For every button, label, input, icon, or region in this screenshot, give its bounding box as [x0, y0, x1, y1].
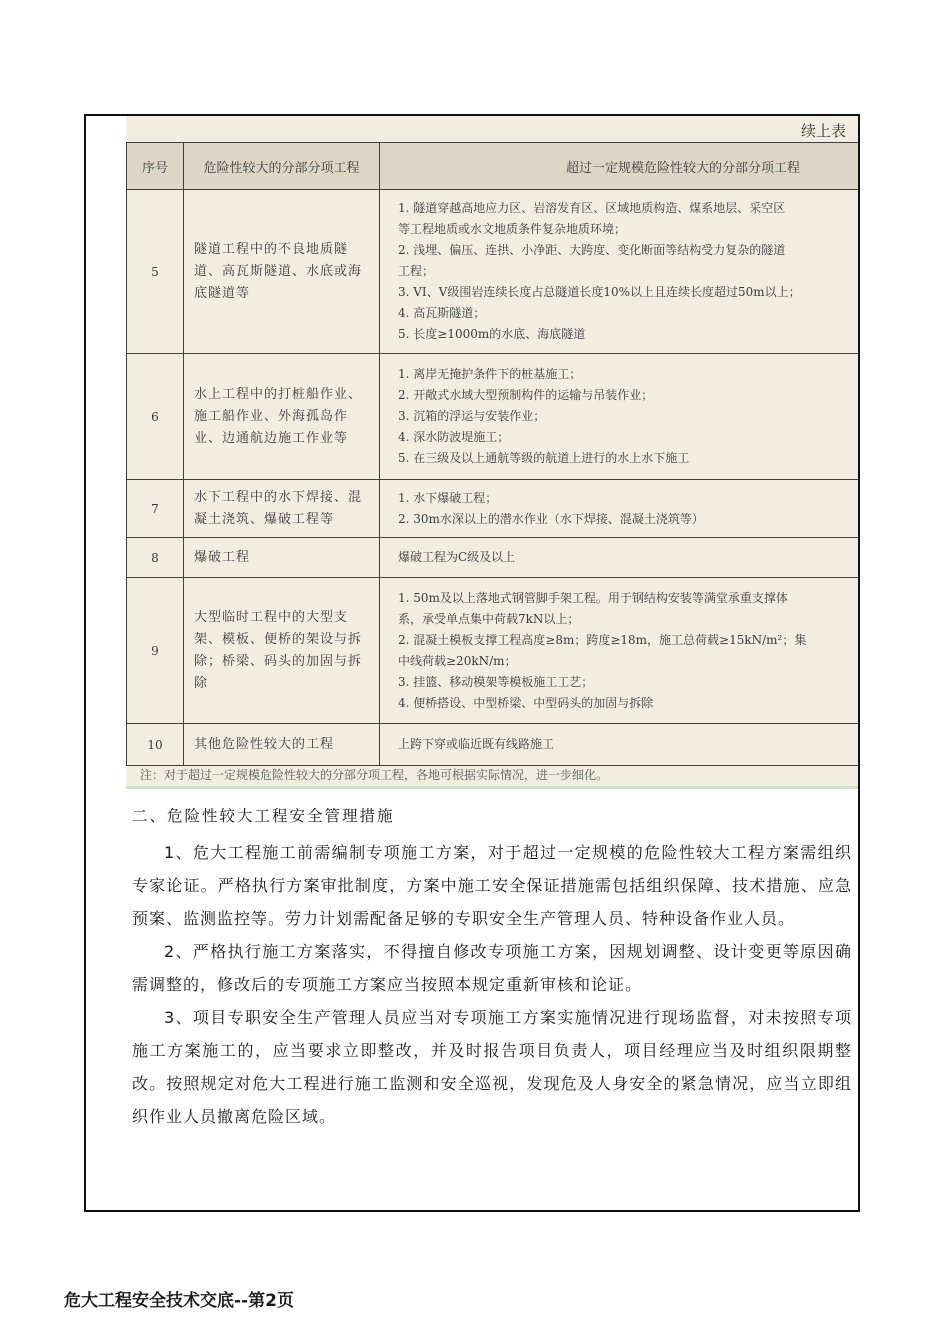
header-hazard: 危险性较大的分部分项工程	[184, 143, 380, 190]
scanned-table-image	[126, 116, 860, 788]
row-item: 系，承受单点集中荷载7kN以上；	[398, 611, 580, 626]
table-row	[127, 538, 861, 578]
row-no: 7	[127, 480, 184, 538]
row-item: 1. 隧道穿越高地应力区、岩溶发育区、区域地质构造、煤系地层、采空区	[398, 201, 786, 215]
row-item: 2. 开敞式水域大型预制构件的运输与吊装作业；	[398, 388, 654, 402]
row-items	[380, 354, 861, 480]
row-item: 3. 挂篮、移动模架等模板施工工艺；	[398, 674, 594, 689]
row-items	[380, 538, 861, 578]
table-row	[127, 354, 861, 480]
row-item: 4. 便桥搭设、中型桥梁、中型码头的加固与拆除	[398, 695, 654, 710]
row-name: 爆破工程	[184, 538, 380, 578]
row-name: 水下工程中的水下焊接、混凝土浇筑、爆破工程等	[184, 480, 380, 538]
row-items	[380, 190, 861, 354]
row-items	[380, 578, 861, 724]
header-super-hazard: 超过一定规模危险性较大的分部分项工程	[380, 143, 861, 190]
row-item: 2. 混凝土模板支撑工程高度≥8m；跨度≥18m，施工总荷载≥15kN/m²；集	[398, 632, 807, 647]
row-items	[380, 724, 861, 766]
section-body	[132, 836, 852, 1133]
row-item: 2. 30m水深以上的潜水作业（水下焊接、混凝土浇筑等）	[398, 511, 704, 526]
row-item: 5. 长度≥1000m的水底、海底隧道	[398, 327, 586, 341]
row-no: 10	[127, 724, 184, 766]
row-item: 3. VI、V级围岩连续长度占总隧道长度10%以上且连续长度超过50m以上；	[398, 285, 801, 299]
continued-label: 续上表	[800, 122, 846, 140]
row-item: 1. 水下爆破工程；	[398, 490, 498, 505]
content-frame	[84, 114, 860, 1212]
row-name: 大型临时工程中的大型支架、模板、便桥的架设与拆除；桥梁、码头的加固与拆除	[184, 578, 380, 724]
row-name: 水上工程中的打桩船作业、施工船作业、外海孤岛作业、边通航边施工作业等	[184, 354, 380, 480]
row-item: 工程；	[398, 264, 435, 278]
row-no: 8	[127, 538, 184, 578]
scan-edge	[126, 786, 860, 789]
table-row	[127, 578, 861, 724]
paragraph: 3、项目专职安全生产管理人员应当对专项施工方案实施情况进行现场监督，对未按照专项施工方案施工的，应当要求立即整改，并及时报告项目负责人，项目经理应当及时组织限期整改。按照规定对危大工程进行施工监测和安全巡视，发现危及人身安全的紧急情况，应当立即组织作业人员撤离危险区域。	[132, 1008, 852, 1126]
row-no: 6	[127, 354, 184, 480]
row-item: 1. 50m及以上落地式钢管脚手架工程。用于钢结构安装等满堂承重支撑体	[398, 590, 788, 605]
table-header-row	[127, 143, 861, 190]
table-row	[127, 190, 861, 354]
section-title: 二、危险性较大工程安全管理措施	[132, 807, 395, 825]
table-row	[127, 480, 861, 538]
row-item: 中线荷载≥20kN/m；	[398, 653, 517, 668]
row-item: 等工程地质或水文地质条件复杂地质环境；	[398, 222, 627, 236]
row-item: 爆破工程为C级及以上	[398, 550, 516, 564]
row-no: 5	[127, 190, 184, 354]
table-note: 注：对于超过一定规模危险性较大的分部分项工程，各地可根据实际情况，进一步细化。	[140, 768, 609, 782]
header-no: 序号	[127, 143, 184, 190]
row-item: 上跨下穿或临近既有线路施工	[398, 737, 555, 751]
row-items	[380, 480, 861, 538]
row-no: 9	[127, 578, 184, 724]
row-item: 5. 在三级及以上通航等级的航道上进行的水上水下施工	[398, 451, 690, 465]
row-item: 3. 沉箱的浮运与安装作业；	[398, 409, 546, 423]
row-name: 其他危险性较大的工程	[184, 724, 380, 766]
table-row	[127, 724, 861, 766]
paragraph: 2、严格执行施工方案落实，不得擅自修改专项施工方案，因规划调整、设计变更等原因确需调整的，修改后的专项施工方案应当按照本规定重新审核和论证。	[132, 942, 852, 994]
paragraph: 1、危大工程施工前需编制专项施工方案，对于超过一定规模的危险性较大工程方案需组织专家论证。严格执行方案审批制度，方案中施工安全保证措施需包括组织保障、技术措施、应急预案、监测监控等。劳力计划需配备足够的专职安全生产管理人员、特种设备作业人员。	[132, 843, 852, 928]
row-name: 隧道工程中的不良地质隧道、高瓦斯隧道、水底或海底隧道等	[184, 190, 380, 354]
row-item: 4. 高瓦斯隧道；	[398, 306, 486, 320]
row-item: 1. 离岸无掩护条件下的桩基施工；	[398, 367, 582, 381]
row-item: 4. 深水防波堤施工；	[398, 430, 510, 444]
row-item: 2. 浅埋、偏压、连拱、小净距、大跨度、变化断面等结构受力复杂的隧道	[398, 243, 786, 257]
hazard-table	[126, 142, 860, 766]
page-footer: 危大工程安全技术交底--第2页	[64, 1291, 294, 1311]
